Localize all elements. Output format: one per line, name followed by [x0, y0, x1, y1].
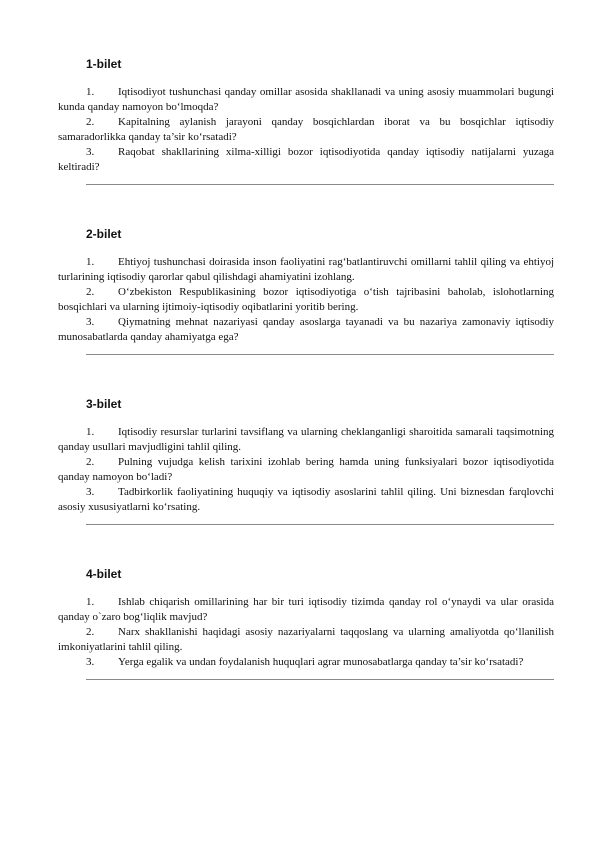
question-text: Tadbirkorlik faoliyatining huquqiy va iqtisodiy asoslarini tahlil qiling. Uni biznesdan farqlovchi asosiy xususiyatlarni ko‘rsating.: [58, 486, 554, 513]
question-item: [58, 425, 554, 455]
question-list: [58, 425, 554, 515]
question-text: Narx shakllanishi haqidagi asosiy nazariyalarni taqqoslang va ularning amaliyotda qo‘llanilish imkoniyatlarini tahlil qiling.: [58, 626, 554, 653]
question-item: [58, 285, 554, 315]
question-text: Pulning vujudga kelish tarixini izohlab bering hamda uning funksiyalari bozor iqtisodiyotida qanday namoyon bo‘ladi?: [58, 456, 554, 483]
question-text: Iqtisodiyot tushunchasi qanday omillar asosida shakllanadi va uning asosiy muammolari bugungi kunda qanday namoyon bo‘lmoqda?: [58, 86, 554, 113]
ticket-title: 2-bilet: [86, 227, 122, 241]
question-text: Kapitalning aylanish jarayoni qanday bosqichlardan iborat va bu bosqichlar iqtisodiy samaradorlikka qanday ta’sir ko‘rsatadi?: [58, 116, 554, 143]
separator-line: [86, 679, 554, 680]
question-item: [58, 315, 554, 345]
question-item: [58, 255, 554, 285]
question-list: [58, 595, 554, 670]
question-number: 3.: [86, 486, 95, 498]
question-number: 1.: [86, 426, 95, 438]
question-item: [58, 655, 554, 670]
ticket-2: [58, 226, 554, 355]
question-item: [58, 625, 554, 655]
separator-line: [86, 184, 554, 185]
ticket-1: [58, 56, 554, 185]
question-number: 1.: [86, 86, 95, 98]
question-number: 1.: [86, 596, 95, 608]
question-item: [58, 115, 554, 145]
question-number: 3.: [86, 656, 95, 668]
question-list: [58, 85, 554, 175]
question-item: [58, 85, 554, 115]
question-number: 3.: [86, 146, 95, 158]
question-number: 2.: [86, 286, 95, 298]
question-item: [58, 145, 554, 175]
question-number: 2.: [86, 116, 95, 128]
question-item: [58, 455, 554, 485]
question-text: Yerga egalik va undan foydalanish huquqlari agrar munosabatlarga qanday ta’sir ko‘rsatadi?: [118, 656, 524, 668]
question-number: 2.: [86, 456, 95, 468]
question-number: 2.: [86, 626, 95, 638]
ticket-title: 1-bilet: [86, 57, 122, 71]
question-text: Iqtisodiy resurslar turlarini tavsiflang va ularning cheklanganligi sharoitida samarali taqsimotning qanday usullari mavjudligini tahlil qiling.: [58, 426, 554, 453]
question-text: O‘zbekiston Respublikasining bozor iqtisodiyotiga o‘tish tajribasini baholab, islohotlarning bosqichlari va ularning ijtimoiy-iqtisodiy oqibatlarini yoritib bering.: [58, 286, 554, 313]
ticket-3: [58, 396, 554, 525]
question-list: [58, 255, 554, 345]
ticket-4: [58, 566, 554, 680]
question-number: 1.: [86, 256, 95, 268]
ticket-title: 4-bilet: [86, 567, 122, 581]
question-text: Qiymatning mehnat nazariyasi qanday asoslarga tayanadi va bu nazariya zamonaviy iqtisodiy munosabatlarda qanday ahamiyatga ega?: [58, 316, 554, 343]
question-item: [58, 485, 554, 515]
separator-line: [86, 354, 554, 355]
ticket-title: 3-bilet: [86, 397, 122, 411]
question-item: [58, 595, 554, 625]
question-text: Ehtiyoj tushunchasi doirasida inson faoliyatini rag‘batlantiruvchi omillarni tahlil qiling va ehtiyoj turlarining iqtisodiy qarorlar qabul qilishdagi ahamiyatini izohlang.: [58, 256, 554, 283]
question-text: Raqobat shakllarining xilma-xilligi bozor iqtisodiyotida qanday iqtisodiy natijalarni yuzaga keltiradi?: [58, 146, 554, 173]
separator-line: [86, 524, 554, 525]
question-text: Ishlab chiqarish omillarining har bir turi iqtisodiy tizimda qanday rol o‘ynaydi va ular orasida qanday o`zaro bog‘liqlik mavjud?: [58, 596, 554, 623]
question-number: 3.: [86, 316, 95, 328]
